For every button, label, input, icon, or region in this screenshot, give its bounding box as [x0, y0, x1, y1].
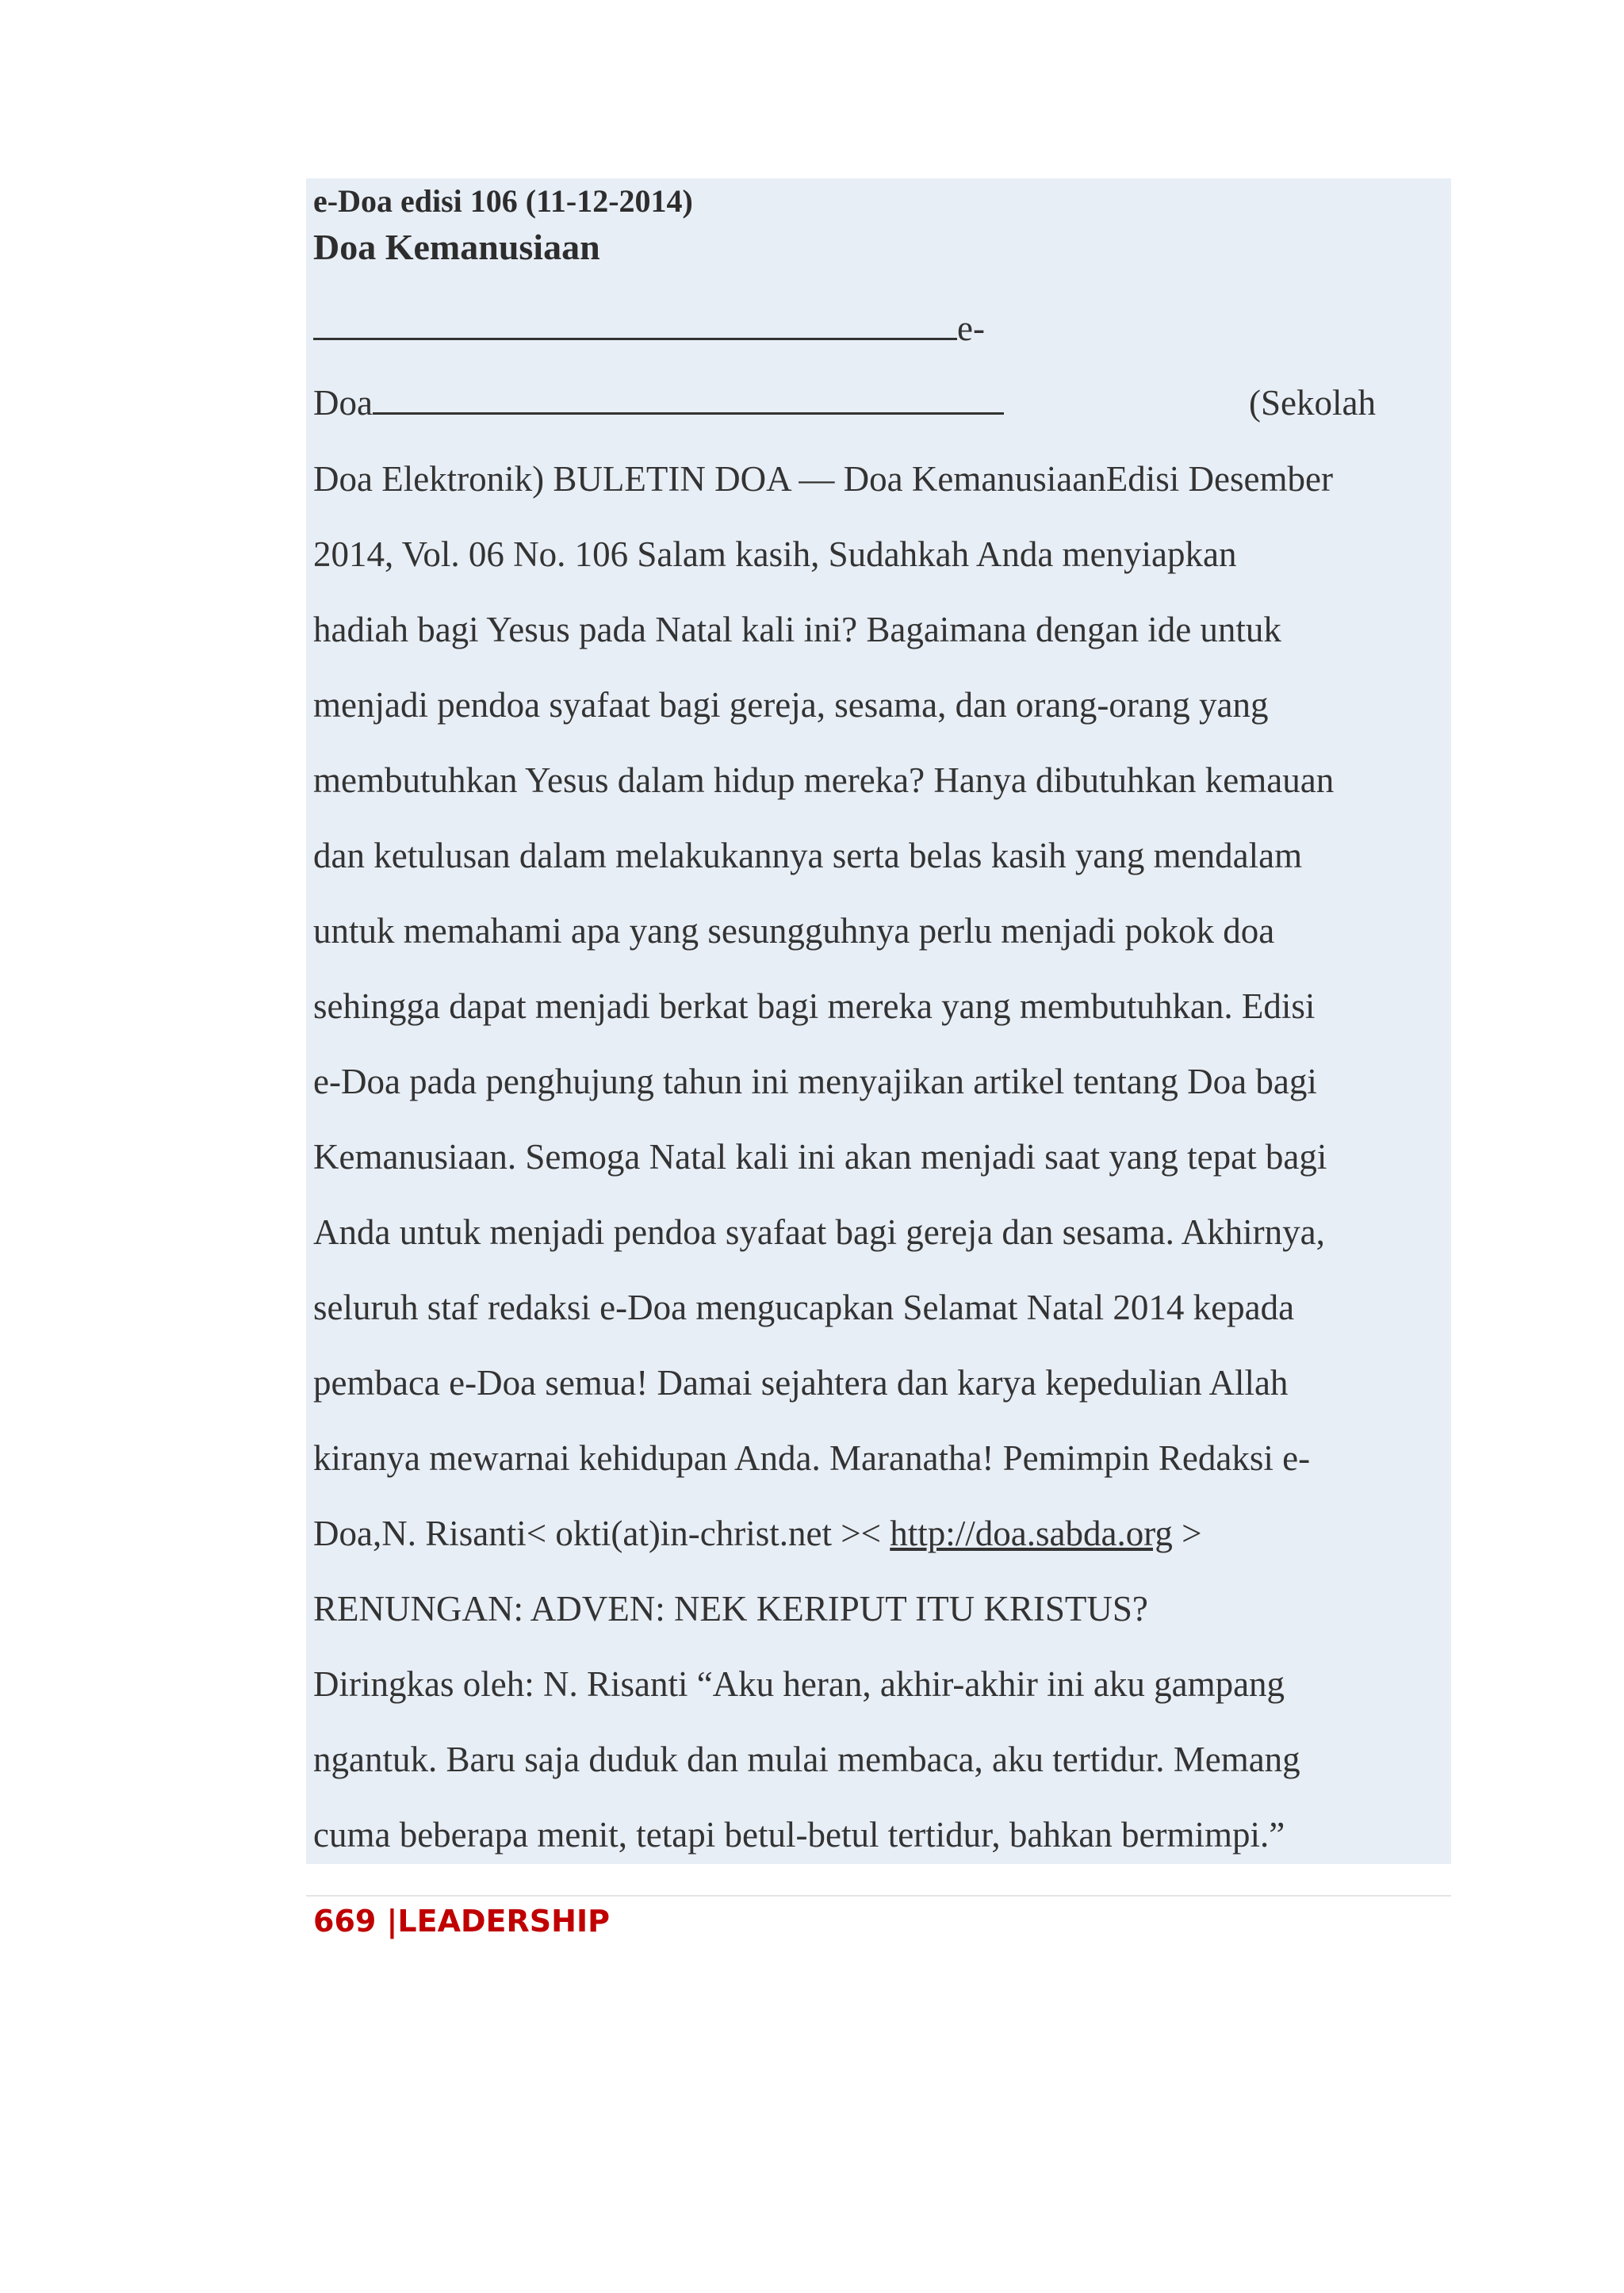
body-line: kiranya mewarnai kehidupan Anda. Maranatha! Pemimpin Redaksi e- [313, 1438, 1311, 1478]
body-line: Anda untuk menjadi pendoa syafaat bagi gereja dan sesama. Akhirnya, [313, 1212, 1325, 1252]
body-line: cuma beberapa menit, tetapi betul-betul tertidur, bahkan bermimpi.” [313, 1815, 1285, 1855]
body-line: dan ketulusan dalam melakukannya serta belas kasih yang mendalam [313, 836, 1303, 875]
page-footer: 669 |LEADERSHIP [313, 1904, 610, 1939]
body-line: untuk memahami apa yang sesungguhnya perlu menjadi pokok doa [313, 911, 1275, 951]
body-line-1 [313, 304, 985, 352]
body-text: e- [957, 308, 985, 348]
body-line: Kemanusiaan. Semoga Natal kali ini akan menjadi saat yang tepat bagi [313, 1137, 1327, 1177]
issue-line: e-Doa edisi 106 (11-12-2014) [313, 183, 693, 219]
body-line: seluruh staf redaksi e-Doa mengucapkan Selamat Natal 2014 kepada [313, 1288, 1295, 1327]
footer-divider [306, 1895, 1451, 1897]
contact-text: > [1182, 1514, 1202, 1553]
body-line: ngantuk. Baru saja duduk dan mulai membaca, aku tertidur. Memang [313, 1740, 1300, 1779]
document-title: Doa Kemanusiaan [313, 227, 600, 267]
body-line: hadiah bagi Yesus pada Natal kali ini? Bagaimana dengan ide untuk [313, 610, 1281, 649]
body-text: (Sekolah [1249, 383, 1376, 423]
devotion-heading: RENUNGAN: ADVEN: NEK KERIPUT ITU KRISTUS? [313, 1589, 1148, 1629]
body-line: membutuhkan Yesus dalam hidup mereka? Hanya dibutuhkan kemauan [313, 760, 1335, 800]
body-line: 2014, Vol. 06 No. 106 Salam kasih, Sudahkah Anda menyiapkan [313, 534, 1237, 574]
contact-text: Doa,N. Risanti< okti(at)in-christ.net >< [313, 1514, 882, 1553]
blank-rule [373, 381, 1004, 415]
body-line: menjadi pendoa syafaat bagi gereja, sesama, dan orang-orang yang [313, 685, 1269, 725]
body-line: pembaca e-Doa semua! Damai sejahtera dan karya kepedulian Allah [313, 1363, 1289, 1403]
blank-rule [313, 306, 957, 340]
body-line: Doa Elektronik) BULETIN DOA — Doa KemanusiaanEdisi Desember [313, 459, 1333, 499]
body-line: e-Doa pada penghujung tahun ini menyajikan artikel tentang Doa bagi [313, 1062, 1317, 1101]
body-line: Diringkas oleh: N. Risanti “Aku heran, akhir-akhir ini aku gampang [313, 1664, 1285, 1704]
website-link[interactable]: http://doa.sabda.org [890, 1514, 1173, 1553]
contact-line [313, 1510, 1202, 1557]
body-line: sehingga dapat menjadi berkat bagi mereka yang membutuhkan. Edisi [313, 986, 1316, 1026]
body-line-2 [313, 379, 1376, 427]
body-text: Doa [313, 383, 373, 423]
